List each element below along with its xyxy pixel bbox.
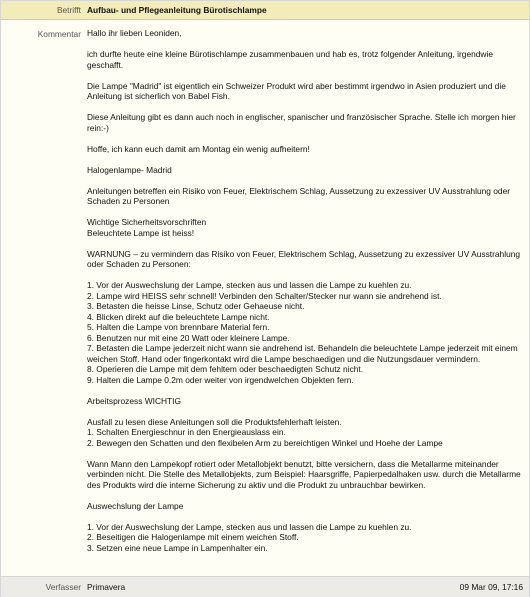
comment-line: 2. Lampe wird HEISS sehr schnell! Verbinden den Schalter/Stecker nur wann sie andrehend ist.	[87, 290, 442, 301]
comment-line: Die Lampe "Madrid" ist eigentlich ein Schweizer Produkt wird aber bestimmt irgendwo in Asien produziert und die Anleitung ist sicherlich von Babel Fish.	[87, 80, 506, 101]
comment-body	[87, 28, 525, 564]
comment-paragraph	[87, 280, 525, 385]
comment-line: 6. Benutzen nur mit eine 20 Watt oder kleinere Lampe.	[87, 332, 290, 343]
comment-row	[1, 20, 529, 575]
comment-paragraph	[87, 522, 525, 554]
comment-line: Beleuchtete Lampe ist heiss!	[87, 227, 195, 238]
comment-line: Hoffe, ich kann euch damit am Montag ein wenig aufheitern!	[87, 143, 310, 154]
comment-line: 1. Schalten Energieschnur in den Energieauslass ein.	[87, 427, 286, 437]
comment-paragraph	[87, 417, 525, 449]
subject-title: Aufbau- und Pflegeanleitung Bürotischlampe	[87, 5, 267, 15]
author-label: Verfasser	[45, 582, 81, 592]
comment-line: 3. Setzen eine neue Lampe in Lampenhalter ein.	[87, 542, 268, 553]
comment-paragraph	[87, 81, 525, 102]
comment-line: 2. Bewegen den Schatten und den flexibelen Arm zu bereichtigen Winkel und Hoehe der Lampe	[87, 437, 443, 448]
comment-line: Auswechslung der Lampe	[87, 500, 184, 511]
comment-line: Anleitungen betreffen ein Risiko von Feuer, Elektrischem Schlag, Aussetzung zu exzessiver UV Ausstrahlung oder Schaden zu Personen	[87, 185, 511, 206]
comment-line: Halogenlampe- Madrid	[87, 164, 172, 175]
comment-paragraph	[87, 217, 525, 238]
post-date: 09 Mar 09, 17:16	[459, 582, 523, 592]
comment-paragraph	[87, 28, 525, 39]
comment-label: Kommentar	[37, 29, 81, 39]
comment-line: Wichtige Sicherheitsvorschriften	[87, 217, 207, 227]
comment-paragraph	[87, 49, 525, 70]
comment-paragraph	[87, 165, 525, 176]
comment-paragraph	[87, 459, 525, 491]
comment-line: Diese Anleitung gibt es dann auch noch in englischer, spanischer und französischer Sprache. Stelle ich morgen hier rein:-)	[87, 112, 516, 133]
comment-line: ich durfte heute eine kleine Bürotischlampe zusammenbauen und hab es, trotz folgender Anleitung, irgendwie geschafft.	[87, 49, 493, 70]
comment-paragraph	[87, 144, 525, 155]
comment-line: Arbeitsprozess WICHTIG	[87, 395, 182, 406]
subject-row	[1, 1, 529, 20]
subject-label: Betrifft	[56, 5, 81, 15]
comment-line: Wann Mann den Lampekopf rotiert oder Metallobjekt benutzt, bitte versichern, dass die Metallarme miteinander verbinden nicht. Die Stelle des Metallobjekts, zum Beispiel: Haarsgriffe, Papierpedalhaken usw. durch die Metallarme des Produkts wird die interne Sicherung zu aktiv und die Produkt zu unbrauchbar bewirken.	[87, 458, 521, 490]
comment-line: 3. Betasten die heisse Linse, Schutz oder Gehaeuse nicht.	[87, 301, 305, 311]
comment-line: 8. Operieren die Lampe mit dem fehltem oder beschaedigten Schutz nicht.	[87, 364, 364, 374]
comment-line: 1. Vor der Auswechslung der Lampe, stecken aus und lassen die Lampe zu kuehlen zu.	[87, 521, 412, 532]
comment-line: 2. Beseitigen die Halogenlampe mit einem weichen Stoff.	[87, 532, 299, 542]
comment-paragraph	[87, 186, 525, 207]
comment-paragraph	[87, 112, 525, 133]
comment-paragraph	[87, 249, 525, 270]
comment-line: 4. Blicken direkt auf die beleuchtete Lampe nicht.	[87, 311, 270, 322]
author-row	[1, 576, 529, 597]
comment-line: Ausfall zu lesen diese Anleitungen soll die Produktsfehlerhaft leisten.	[87, 416, 342, 427]
comment-line: WARNUNG – zu vermindern das Risiko von Feuer, Elektrischem Schlag, Aussetzung zu exzessiver UV Ausstrahlung oder Schaden zu Personen:	[87, 248, 521, 269]
comment-line: Hallo ihr lieben Leoniden,	[87, 28, 182, 38]
comment-line: 5. Halten die Lampe von brennbare Material fern.	[87, 322, 270, 332]
comment-line: 7. Betasten die Lampe jederzeit nicht wann sie andrehend ist. Behandeln die beleuchtete Lampe jederzeit mit einem weichen Stoff. Hand oder fingerkontakt wird die Lampe beschaedigen und die Nutzungsdauer vermindern.	[87, 343, 518, 364]
comment-paragraph	[87, 396, 525, 407]
author-name[interactable]: Primavera	[87, 582, 126, 592]
comment-paragraph	[87, 501, 525, 512]
comment-line: 9. Halten die Lampe 0.2m oder weiter von irgendwelchen Objekten fern.	[87, 374, 354, 385]
comment-line: 1. Vor der Auswechslung der Lampe, stecken aus und lassen die Lampe zu kuehlen zu.	[87, 280, 412, 290]
